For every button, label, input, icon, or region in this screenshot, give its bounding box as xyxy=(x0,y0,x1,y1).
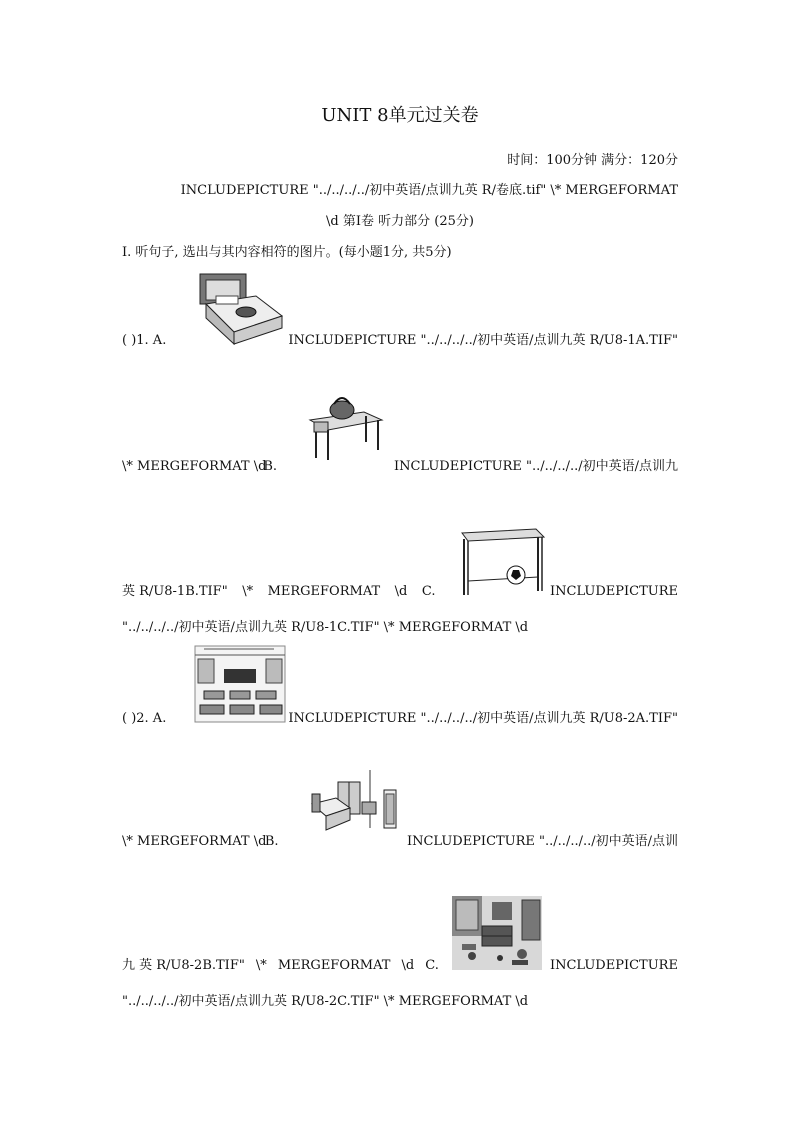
q1-c-path: "../../../../初中英语/点训九英 R/U8-1C.TIF" \* MERGEFORMAT \d xyxy=(122,620,529,635)
q1-c-cont: 英 R/U8-1B.TIF" xyxy=(122,584,228,599)
q2-b-label: B. xyxy=(264,834,279,849)
bedroom-icon xyxy=(308,768,400,836)
q2-b-include: INCLUDEPICTURE "../../../../初中英语/点训 xyxy=(406,834,678,849)
q1-a-include: INCLUDEPICTURE "../../../../初中英语/点训九英 R/U8-1A.TIF" xyxy=(288,333,678,348)
q1-c-merge3: \d xyxy=(394,584,408,599)
q2-c-path: "../../../../初中英语/点训九英 R/U8-2C.TIF" \* MERGEFORMAT \d xyxy=(122,994,529,1009)
q2-row-2 xyxy=(122,834,678,850)
time-info: 时间：100分钟 满分：120分 xyxy=(507,153,678,168)
q1-number: ( )1. A. xyxy=(122,333,167,348)
q1-row-1 xyxy=(122,333,678,349)
q2-c-merge3: \d xyxy=(401,958,415,973)
include-header: INCLUDEPICTURE "../../../../初中英语/点训九英 R/卷底.tif" \* MERGEFORMAT xyxy=(180,183,678,198)
q2-c-merge1: \* xyxy=(255,958,267,973)
q2-a-include: INCLUDEPICTURE "../../../../初中英语/点训九英 R/U8-2A.TIF" xyxy=(288,711,678,726)
q2-b-merge: \* MERGEFORMAT \d xyxy=(122,834,267,849)
q1-b-merge: \* MERGEFORMAT \d xyxy=(122,459,267,474)
q2-c-include: INCLUDEPICTURE xyxy=(549,958,678,973)
section-instruction: Ⅰ. 听句子, 选出与其内容相符的图片。(每小题1分, 共5分) xyxy=(122,245,452,260)
q1-c-merge1: \* xyxy=(242,584,254,599)
q2-number: ( )2. A. xyxy=(122,711,167,726)
q2-row-3 xyxy=(122,958,678,974)
page-title: UNIT 8单元过关卷 xyxy=(321,105,479,126)
q2-c-merge2: MERGEFORMAT xyxy=(277,958,391,973)
q1-row-3 xyxy=(122,584,678,600)
q1-b-label: B. xyxy=(263,459,278,474)
q2-c-cont: 九 英 R/U8-2B.TIF" xyxy=(122,958,245,973)
desk-with-bag-icon xyxy=(306,390,386,462)
q2-row-1 xyxy=(122,711,678,727)
part-header: \d 第Ⅰ卷 听力部分 (25分) xyxy=(326,214,474,229)
q1-b-include: INCLUDEPICTURE "../../../../初中英语/点训九 xyxy=(393,459,678,474)
q1-c-merge2: MERGEFORMAT xyxy=(267,584,381,599)
q1-c-label: C. xyxy=(421,584,436,599)
q2-c-label: C. xyxy=(425,958,439,973)
q1-c-include: INCLUDEPICTURE xyxy=(550,584,678,599)
q1-row-2 xyxy=(122,459,678,475)
